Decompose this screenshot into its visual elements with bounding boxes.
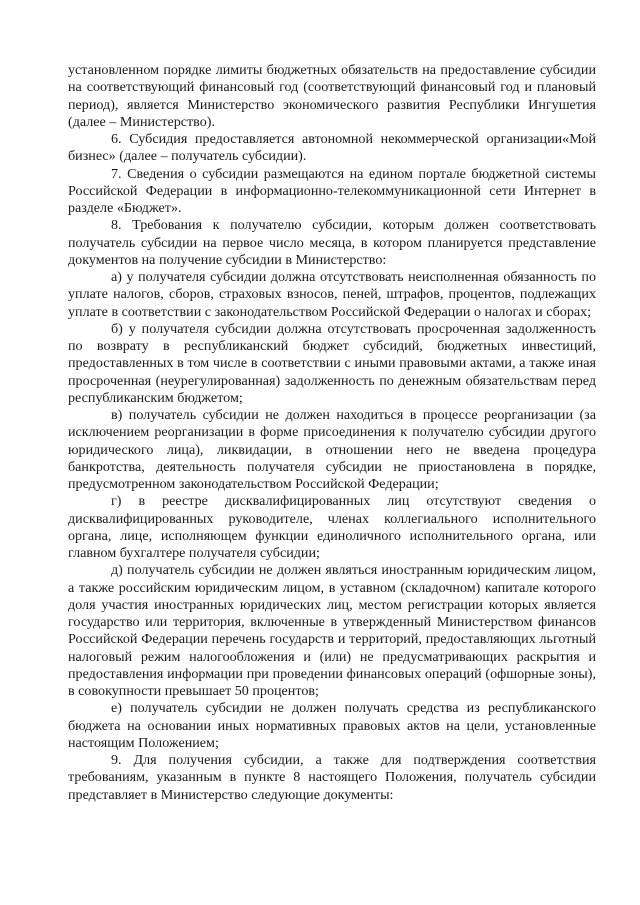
subparagraph-v: в) получатель субсидии не должен находиться в процессе реорганизации (за исключением реорганизации в форме присоединения к получателю субсидии другого юридического лица), ликвидации, в отношении него не введена процедура банкротства, деятельность получателя субсидии не приостановлена в порядке, предусмотренном законодательством Российской Федерации; [68,407,596,492]
paragraph-continuation: установленном порядке лимиты бюджетных обязательств на предоставление субсидии на соответствующий финансовый год (соответствующий финансовый год и плановый период), является Министерство экономического развития Республики Ингушетия (далее – Министерство). [68,62,596,130]
paragraph-8: 8. Требования к получателю субсидии, которым должен соответствовать получатель субсидии на первое число месяца, в котором планируется представление документов на получение субсидии в Министерство: [68,217,596,268]
subparagraph-g: г) в реестре дисквалифицированных лиц отсутствуют сведения о дисквалифицированных руководителе, членах коллегиального исполнительного органа, лице, исполняющем функции единоличного исполнительного органа, или главном бухгалтере получателя субсидии; [68,493,596,561]
subparagraph-e: е) получатель субсидии не должен получать средства из республиканского бюджета на основании иных нормативных правовых актов на цели, установленные настоящим Положением; [68,700,596,751]
subparagraph-b: б) у получателя субсидии должна отсутствовать просроченная задолженность по возврату в республиканский бюджет субсидий, бюджетных инвестиций, предоставленных в том числе в соответствии с иными правовыми актами, а также иная просроченная (неурегулированная) задолженность по денежным обязательствам перед республиканским бюджетом; [68,320,596,406]
subparagraph-d: д) получатель субсидии не должен являться иностранным юридическим лицом, а также российским юридическим лицом, в уставном (складочном) капитале которого доля участия иностранных юридических лиц, местом регистрации которых является государство или территория, включенные в утвержденный Министерством финансов Российской Федерации перечень государств и территорий, предоставляющих льготный налоговый режим налогообложения и (или) не предусматривающих раскрытия и предоставления информации при проведении финансовых операций (офшорные зоны), в совокупности превышает 50 процентов; [68,562,596,699]
paragraph-9: 9. Для получения субсидии, а также для подтверждения соответствия требованиям, указанным в пункте 8 настоящего Положения, получатель субсидии представляет в Министерство следующие документы: [68,752,596,803]
document-page [68,62,596,804]
paragraph-6: 6. Субсидия предоставляется автономной некоммерческой организации«Мой бизнес» (далее – получатель субсидии). [68,131,596,165]
subparagraph-a: а) у получателя субсидии должна отсутствовать неисполненная обязанность по уплате налогов, сборов, страховых взносов, пеней, штрафов, процентов, подлежащих уплате в соответствии с законодательством Российской Федерации о налогах и сборах; [68,269,596,320]
paragraph-7: 7. Сведения о субсидии размещаются на едином портале бюджетной системы Российской Федерации в информационно-телекоммуникационной сети Интернет в разделе «Бюджет». [68,165,596,216]
